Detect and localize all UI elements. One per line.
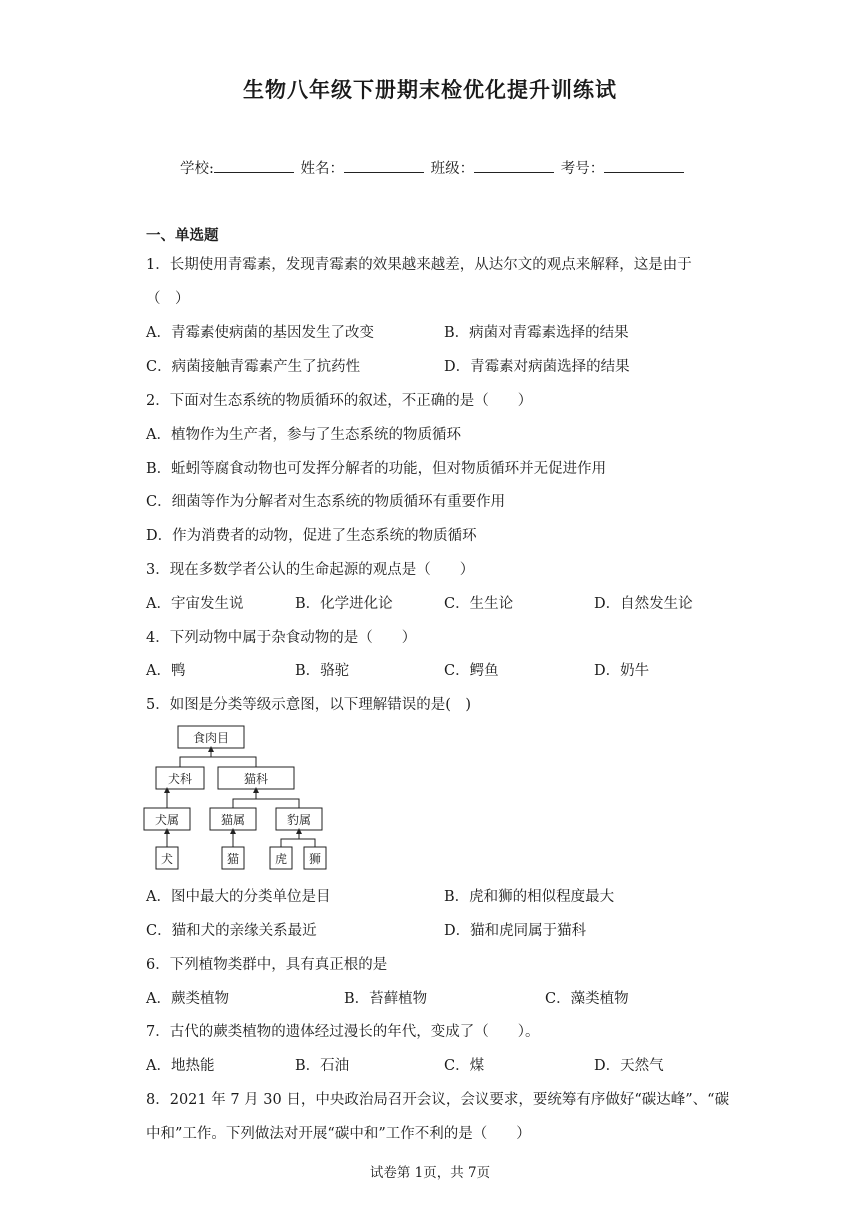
section-heading: 一、单选题	[146, 228, 219, 244]
question-1-text: 1．长期使用青霉素，发现青霉素的效果越来越差，从达尔文的观点来解释，这是由于	[146, 257, 692, 273]
genus-canis-label: 犬属	[154, 813, 180, 827]
q1-option-c: C．病菌接触青霉素产生了抗药性	[146, 359, 361, 375]
order-label: 食肉目	[192, 731, 230, 745]
question-1-paren: （ ）	[146, 291, 190, 307]
q7-option-c: C．煤	[444, 1058, 485, 1074]
species-tiger-label: 虎	[274, 852, 288, 866]
school-blank[interactable]	[214, 156, 294, 173]
exam-no-blank[interactable]	[604, 156, 684, 173]
question-8-continuation: 中和”工作。下列做法对开展“碳中和”工作不利的是（ ）	[146, 1126, 531, 1142]
question-4-text: 4．下列动物中属于杂食动物的是（ ）	[146, 630, 417, 646]
q7-option-d: D．天然气	[594, 1058, 664, 1074]
q7-option-a: A．地热能	[146, 1058, 215, 1074]
genus-felis-label: 猫属	[220, 813, 246, 827]
q3-option-d: D．自然发生论	[594, 596, 693, 612]
species-lion-label: 狮	[308, 852, 322, 866]
question-7-text: 7．古代的蕨类植物的遗体经过漫长的年代，变成了（ ）。	[146, 1024, 540, 1040]
question-5-text: 5．如图是分类等级示意图，以下理解错误的是( )	[146, 697, 472, 713]
q1-option-b: B．病菌对青霉素选择的结果	[444, 325, 629, 341]
q3-option-a: A．宇宙发生说	[146, 596, 244, 612]
family-canidae-label: 犬科	[167, 772, 193, 786]
q3-option-c: C．生生论	[444, 596, 514, 612]
species-dog-label: 犬	[160, 852, 174, 866]
question-2-text: 2．下面对生态系统的物质循环的叙述，不正确的是（ ）	[146, 393, 533, 409]
class-label: 班级：	[430, 161, 475, 177]
question-6-text: 6．下列植物类群中，具有真正根的是	[146, 957, 388, 973]
q4-option-d: D．奶牛	[594, 663, 650, 679]
exam-no-label: 考号：	[560, 161, 605, 177]
q1-option-a: A．青霉素使病菌的基因发生了改变	[146, 325, 374, 341]
name-label: 姓名：	[300, 161, 344, 177]
q2-option-b: B．蚯蚓等腐食动物也可发挥分解者的功能，但对物质循环并无促进作用	[146, 461, 607, 477]
question-3-text: 3．现在多数学者公认的生命起源的观点是（ ）	[146, 562, 475, 578]
name-blank[interactable]	[344, 156, 424, 173]
q2-option-a: A．植物作为生产者，参与了生态系统的物质循环	[146, 427, 461, 443]
exam-title: 生物八年级下册期末检优化提升训练试	[243, 78, 617, 102]
q4-option-c: C．鳄鱼	[444, 663, 499, 679]
q5-option-d: D．猫和虎同属于猫科	[444, 923, 587, 939]
school-label: 学校:	[180, 161, 214, 177]
q2-option-d: D．作为消费者的动物，促进了生态系统的物质循环	[146, 528, 477, 544]
family-felidae-label: 猫科	[243, 772, 269, 786]
q2-option-c: C．细菌等作为分解者对生态系统的物质循环有重要作用	[146, 494, 506, 510]
q6-option-a: A．蕨类植物	[146, 991, 229, 1007]
q7-option-b: B．石油	[295, 1058, 350, 1074]
q6-option-b: B．苔藓植物	[344, 991, 428, 1007]
student-info-line	[180, 156, 686, 178]
q5-option-a: A．图中最大的分类单位是目	[146, 889, 331, 905]
q3-option-b: B．化学进化论	[295, 596, 393, 612]
q5-option-c: C．猫和犬的亲缘关系最近	[146, 923, 317, 939]
q6-option-c: C．藻类植物	[545, 991, 629, 1007]
species-cat-label: 猫	[226, 852, 240, 866]
q4-option-a: A．鸭	[146, 663, 186, 679]
q1-option-d: D．青霉素对病菌选择的结果	[444, 359, 630, 375]
class-blank[interactable]	[474, 156, 554, 173]
classification-diagram	[142, 724, 332, 874]
question-8-text: 8．2021 年 7 月 30 日，中央政治局召开会议，会议要求，要统筹有序做好“碳达峰”、“碳	[146, 1092, 730, 1108]
q5-option-b: B．虎和狮的相似程度最大	[444, 889, 615, 905]
page-footer: 试卷第 1页，共 7页	[369, 1165, 491, 1181]
q4-option-b: B．骆驼	[295, 663, 350, 679]
genus-panthera-label: 豹属	[286, 813, 312, 827]
